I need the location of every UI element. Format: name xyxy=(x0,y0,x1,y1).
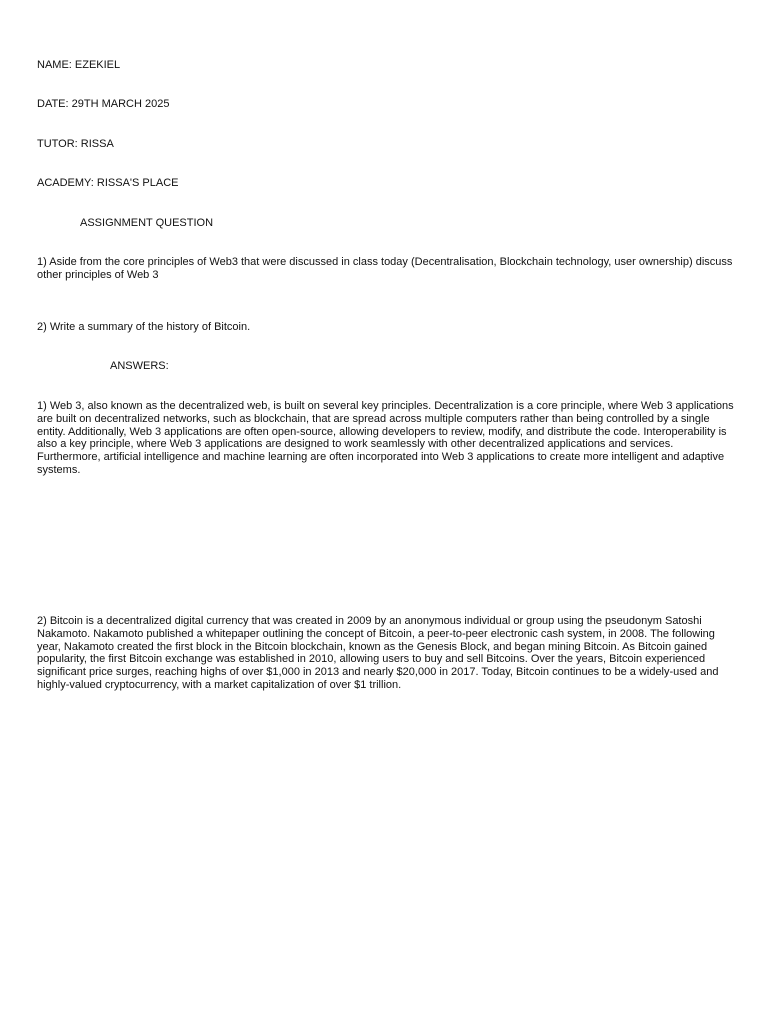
answer-2: 2) Bitcoin is a decentralized digital currency that was created in 2009 by an anonymous individual or group using the pseudonym Satoshi Nakamoto. Nakamoto published a whitepaper outlining the concept of Bitcoin, a peer-to-peer electronic cash system, in 2008. The following year, Nakamoto created the first block in the Bitcoin blockchain, known as the Genesis Block, and began mining Bitcoin. As Bitcoin gained popularity, the first Bitcoin exchange was established in 2010, allowing users to buy and sell Bitcoins. Over the years, Bitcoin experienced significant price surges, reaching highs of over $1,000 in 2013 and nearly $20,000 in 2017. Today, Bitcoin continues to be a widely-used and highly-valued cryptocurrency, with a market capitalization of over $1 trillion. xyxy=(37,615,719,691)
answers-heading: ANSWERS: xyxy=(110,360,169,372)
answer-1: 1) Web 3, also known as the decentralized web, is built on several key principles. Decentralization is a core principle, where Web 3 applications are built on decentralized networks, such as blockchain, that are spread across multiple computers rather than being controlled by a single entity. Additionally, Web 3 applications are often open-source, allowing developers to review, modify, and distribute the code. Interoperability is also a key principle, where Web 3 applications are designed to work seamlessly with other decentralized applications and services. Furthermore, artificial intelligence and machine learning are often incorporated into Web 3 applications to create more intelligent and adaptive systems. xyxy=(37,400,734,476)
tutor-field: TUTOR: RISSA xyxy=(37,138,114,150)
assignment-heading: ASSIGNMENT QUESTION xyxy=(80,217,214,229)
question-1: 1) Aside from the core principles of Web3 that were discussed in class today (Decentralisation, Blockchain technology, user ownership) discuss other principles of Web 3 xyxy=(37,256,733,281)
date-field: DATE: 29TH MARCH 2025 xyxy=(37,98,170,110)
name-field: NAME: EZEKIEL xyxy=(37,59,121,71)
question-2: 2) Write a summary of the history of Bitcoin. xyxy=(37,321,251,333)
academy-field: ACADEMY: RISSA'S PLACE xyxy=(37,177,179,189)
